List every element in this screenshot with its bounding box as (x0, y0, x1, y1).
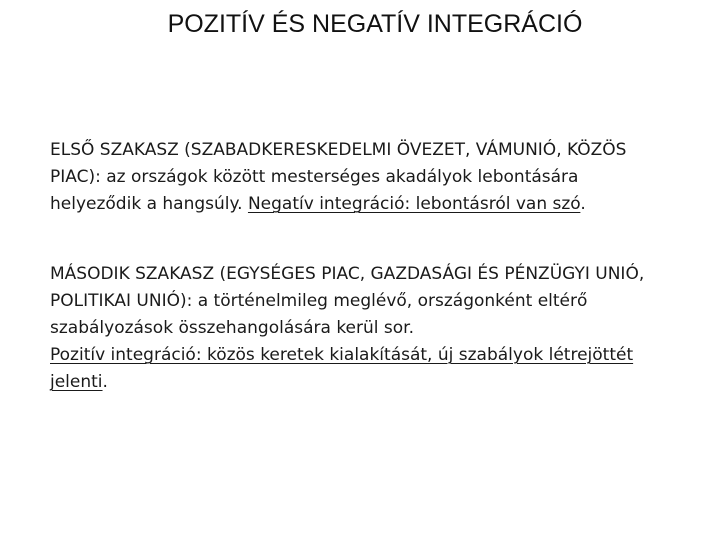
slide-title: POZITÍV ÉS NEGATÍV INTEGRÁCIÓ (167, 10, 583, 38)
positive-integration-emphasis: Pozitív integráció: közös keretek kialakítását, új szabályok létrejöttét (50, 345, 634, 365)
paragraph-first-stage (50, 137, 720, 218)
paragraph1-line3-text: helyeződik a hangsúly. (50, 194, 248, 214)
paragraph2-line1: MÁSODIK SZAKASZ (EGYSÉGES PIAC, GAZDASÁGI ÉS PÉNZÜGYI UNIÓ, (50, 264, 645, 284)
paragraph2-line5-underlined: jelenti (50, 372, 103, 392)
paragraph-second-stage (50, 261, 720, 396)
paragraph2-line5 (50, 369, 720, 396)
paragraph1-line3-end: . (580, 194, 586, 214)
paragraph1-line1: ELSŐ SZAKASZ (SZABADKERESKEDELMI ÖVEZET, VÁMUNIÓ, KÖZÖS (50, 140, 627, 160)
paragraph2-line3: szabályozások összehangolására kerül sor. (50, 318, 414, 338)
paragraph1-line2: PIAC): az országok között mesterséges akadályok lebontására (50, 167, 579, 187)
paragraph2-line5-end: . (102, 372, 108, 392)
negative-integration-emphasis: Negatív integráció: lebontásról van szó (247, 194, 581, 214)
paragraph2-line2: POLITIKAI UNIÓ): a történelmileg meglévő, országonként eltérő (50, 291, 588, 311)
paragraph1-line3 (50, 191, 720, 218)
